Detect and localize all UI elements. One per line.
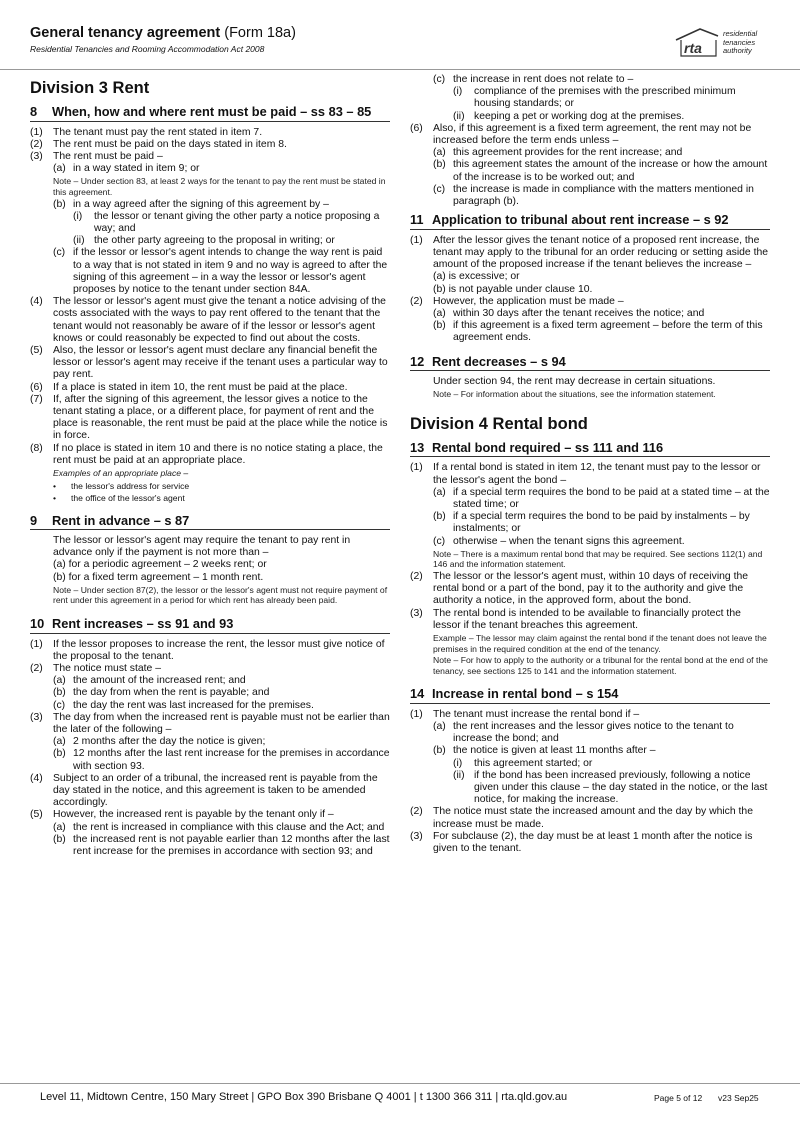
note: Note – For information about the situations, see the information statement.: [433, 389, 716, 400]
clause-paragraph: (4) Subject to an order of a tribunal, the increased rent is payable from the day stated in the notice, and this agreement is taken to be amended accordingly.: [30, 772, 378, 809]
note: Note – Under section 87(2), the lessor or the lessor's agent must not require payment of rent under this agreement in a period for which rent has already been paid.: [53, 584, 388, 606]
clause-paragraph: (2) However, the application must be made –: [410, 295, 624, 307]
clause-paragraph: (1) The tenant must increase the rental bond if –: [410, 708, 640, 720]
logo-word: residential: [723, 29, 758, 38]
clause-paragraph: (5) Also, the lessor or lessor's agent must declare any financial benefit the lessor or lessor's agent may receive if the tenant uses a particular way to pay rent.: [30, 344, 388, 381]
sub-paragraph: (a) 2 months after the day the notice is given;: [53, 736, 266, 748]
sub-paragraph: (c) the day the rent was last increased for the premises.: [53, 699, 314, 711]
sub-paragraph: (b) in a way agreed after the signing of this agreement by –: [53, 198, 329, 210]
clause-paragraph: (2) The rent must be paid on the days stated in item 8.: [30, 138, 287, 150]
section-number: 12: [410, 353, 425, 369]
section-number: 14: [410, 686, 425, 702]
sub-sub-paragraph: (ii) keeping a pet or working dog at the premises.: [453, 110, 685, 122]
form-title: [30, 24, 296, 42]
left-column: [30, 74, 390, 858]
footer-address: Level 11, Midtown Centre, 150 Mary Street | GPO Box 390 Brisbane Q 4001 | t 1300 366 311 | rta.qld.gov.au: [40, 1091, 568, 1103]
clause-text: Under section 94, the rent may decrease in certain situations.: [433, 376, 716, 388]
logo-words: [723, 30, 757, 56]
page-header: [30, 22, 770, 70]
sub-paragraph: (b) if a special term requires the bond to be paid by instalments – by instalments; or: [433, 511, 750, 535]
note: Note – Under section 83, at least 2 ways for the tenant to pay the rent must be stated in this agreement.: [53, 176, 386, 197]
clause-text: (a) is excessive; or: [433, 271, 520, 283]
section-14-heading: [410, 686, 770, 704]
section-number: 8: [30, 104, 38, 119]
section-number: 13: [410, 439, 425, 455]
sub-paragraph: (b) the increased rent is not payable earlier than 12 months after the last rent increase for the premises in accordance with section 93; and: [53, 833, 390, 858]
sub-paragraph: (a) in a way stated in item 9; or: [53, 163, 200, 175]
examples-label: Examples of an appropriate place –: [53, 467, 189, 478]
sub-paragraph: (a) if a special term requires the bond to be paid at a stated time – at the stated time; or: [433, 486, 770, 510]
section-title: When, how and where rent must be paid – ss 83 – 85: [52, 104, 372, 119]
clause-paragraph: (6) Also, if this agreement is a fixed term agreement, the rent may not be increased before the term ends unless –: [410, 122, 752, 147]
clause-paragraph: (5) However, the increased rent is payable by the tenant only if –: [30, 809, 334, 821]
section-title: Increase in rental bond – s 154: [432, 686, 619, 702]
note: Note – There is a maximum rental bond that may be required. See sections 112(1) and 146 and the information statement.: [433, 548, 763, 570]
sub-paragraph: (a) the rent is increased in compliance with this clause and the Act; and: [53, 821, 385, 833]
clause-paragraph: (1) The tenant must pay the rent stated in item 7.: [30, 126, 263, 138]
page-number: Page 5 of 12: [654, 1093, 703, 1103]
clause-paragraph: (1) If a rental bond is stated in item 12, the tenant must pay to the lessor or the lessor's agent the bond –: [410, 462, 761, 486]
sub-paragraph: (b) the notice is given at least 11 months after –: [433, 745, 656, 757]
sub-sub-paragraph: (ii) if the bond has been increased previously, following a notice given under this clause – the day stated in the notice, or the last notice, for making the increase.: [453, 769, 768, 806]
logo-text: rta: [684, 40, 702, 56]
clause-paragraph: (1) After the lessor gives the tenant notice of a proposed rent increase, the tenant may apply to the tribunal for an order reducing or setting aside the amount of the proposed increase if the tenant believes the increase –: [410, 234, 769, 271]
sub-paragraph: (a) within 30 days after the tenant receives the notice; and: [433, 307, 705, 319]
form-code: (Form 18a): [224, 25, 296, 41]
section-number: 9: [30, 512, 38, 528]
sub-paragraph: (a) the amount of the increased rent; and: [53, 675, 246, 687]
section-9-heading: [30, 513, 390, 531]
clause-text: The lessor or lessor's agent may require the tenant to pay rent in advance only if the payment is not more than –: [53, 535, 351, 559]
note: Note – For how to apply to the authority or a tribunal for the rental bond at the end of the tenancy, see sections 125 to 141 and the information statement.: [433, 655, 768, 676]
sub-sub-paragraph: (i) compliance of the premises with the prescribed minimum housing standards; or: [453, 86, 736, 110]
section-12-heading: [410, 354, 770, 372]
sub-paragraph: (b) this agreement states the amount of the increase or how the amount of the increase is to be worked out; and: [433, 159, 768, 183]
version-label: v23 Sep25: [718, 1093, 759, 1103]
clause-paragraph: (2) The notice must state –: [30, 662, 162, 674]
clause-paragraph: (3) The rent must be paid –: [30, 150, 163, 162]
house-icon: [672, 26, 722, 66]
right-column: [410, 74, 770, 855]
sub-paragraph: (c) otherwise – when the tenant signs this agreement.: [433, 535, 685, 547]
logo-word: authority: [723, 46, 752, 55]
clause-paragraph: (1) If the lessor proposes to increase the rent, the lessor must give notice of the proposal to the tenant.: [30, 638, 385, 662]
section-title: Rent increases – ss 91 and 93: [52, 616, 234, 632]
section-title: Rent in advance – s 87: [52, 512, 190, 528]
clause-paragraph: (7) If, after the signing of this agreement, the lessor gives a notice to the tenant stating a place, or a different place, for payment of rent and the place is reasonable, the rent must be paid at the place while the notice is in force.: [30, 393, 388, 442]
section-title: Application to tribunal about rent increase – s 92: [432, 212, 729, 228]
act-title: Residential Tenancies and Rooming Accommodation Act 2008: [30, 44, 265, 54]
clause-text: (a) for a periodic agreement – 2 weeks rent; or: [53, 559, 267, 571]
clause-paragraph: (6) If a place is stated in item 10, the rent must be paid at the place.: [30, 381, 348, 393]
clause-text: (b) for a fixed term agreement – 1 month rent.: [53, 571, 264, 583]
sub-sub-paragraph: (ii) the other party agreeing to the proposal in writing; or: [73, 235, 335, 247]
section-title: Rental bond required – ss 111 and 116: [432, 439, 664, 455]
example-bullet: • the lessor's address for service: [53, 480, 190, 491]
section-number: 11: [410, 212, 424, 228]
clause-paragraph: (3) For subclause (2), the day must be at least 1 month after the notice is given to the tenant.: [410, 830, 753, 855]
clause-text: (b) is not payable under clause 10.: [433, 283, 593, 295]
clause-paragraph: (8) If no place is stated in item 10 and there is no notice stating a place, the rent must be paid at an appropriate place.: [30, 442, 383, 466]
section-13-heading: [410, 440, 770, 458]
section-number: 10: [30, 616, 45, 632]
rta-logo: [672, 26, 770, 66]
section-8-heading: [30, 104, 390, 122]
example-bullet: • the office of the lessor's agent: [53, 492, 185, 503]
clause-paragraph: (4) The lessor or lessor's agent must give the tenant a notice advising of the costs associated with the ways to pay rent offered to the tenant that the tenant would not reasonably be aware of if the lessor or lessor's agent knows or could reasonably be expected to find out about the costs.: [30, 296, 386, 344]
sub-sub-paragraph: (i) this agreement started; or: [453, 757, 593, 769]
clause-paragraph: (2) The notice must state the increased amount and the day by which the increase must be made.: [410, 806, 753, 830]
sub-paragraph: (a) the rent increases and the lessor gives notice to the tenant to increase the bond; and: [433, 721, 734, 745]
sub-paragraph: (c) the increase in rent does not relate to –: [433, 74, 634, 85]
section-10-heading: [30, 616, 390, 634]
clause-paragraph: (3) The day from when the increased rent is payable must not be earlier than the later of the following –: [30, 711, 390, 735]
sub-sub-paragraph: (i) the lessor or tenant giving the other party a notice proposing a way; and: [73, 210, 380, 234]
sub-paragraph: (a) this agreement provides for the rent increase; and: [433, 147, 683, 159]
header-divider: [0, 69, 800, 70]
sub-paragraph: (c) the increase is made in compliance with the matters mentioned in paragraph (b).: [433, 183, 754, 208]
sub-paragraph: (c) if the lessor or lessor's agent intends to change the way rent is paid to a way that is not stated in item 9 and no way is agreed to after the signing of this agreement – in a way the lessor or lessor's agent proposes by notice to the tenant under section 84A.: [53, 247, 388, 295]
section-title: Rent decreases – s 94: [432, 353, 566, 369]
example: Example – The lessor may claim against the rental bond if the tenant does not leave the premises in the required condition at the end of the tenancy.: [433, 632, 767, 654]
footer-divider: [0, 1083, 800, 1084]
clause-paragraph: (3) The rental bond is intended to be available to financially protect the lessor if the tenant breaches this agreement.: [410, 607, 741, 631]
form-title-main: General tenancy agreement: [30, 25, 221, 41]
clause-paragraph: (2) The lessor or the lessor's agent must, within 10 days of receiving the rental bond or a part of the bond, pay it to the authority and give the authority a notice, in the approved form, about the bond.: [410, 570, 749, 607]
division-4-title: Division 4 Rental bond: [410, 414, 588, 433]
sub-paragraph: (b) the day from when the rent is payable; and: [53, 687, 270, 699]
section-11-heading: [410, 212, 770, 230]
sub-paragraph: (b) 12 months after the last rent increase for the premises in accordance with section 93.: [53, 748, 390, 772]
logo-word: tenancies: [723, 37, 756, 47]
division-3-title: Division 3 Rent: [30, 79, 150, 97]
sub-paragraph: (b) if this agreement is a fixed term agreement – before the term of this agreement ends.: [433, 320, 763, 344]
